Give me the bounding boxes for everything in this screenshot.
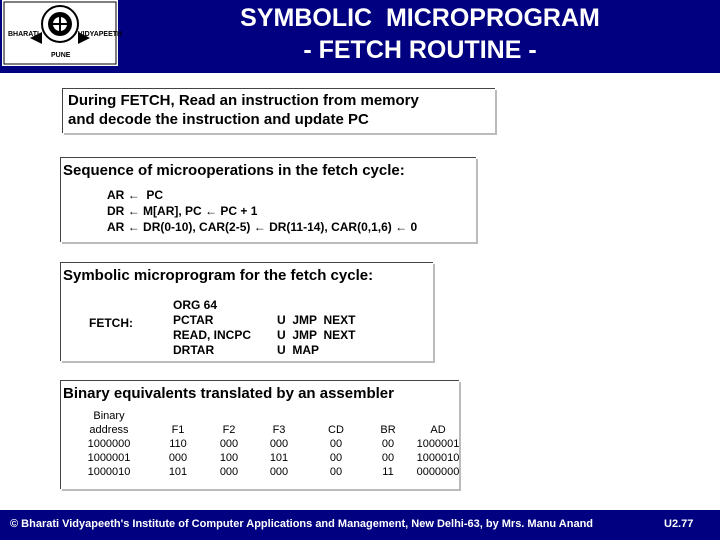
column-header: BR [380,424,396,436]
column-header: F2 [222,424,236,436]
left-arrow-icon: ← [205,204,218,218]
table-cell: 100 [219,452,239,464]
reg-ar: AR [107,220,125,234]
microoperations-box [60,157,476,242]
table-cell: 00 [329,452,343,464]
table-cell: 1000001 [416,438,460,450]
logo-text-bottom: PUNE [51,52,71,59]
branch-line: U JMP NEXT [277,313,356,327]
reg-pc: PC [146,188,164,202]
table-cell: 1000010 [416,452,460,464]
reg-ar: AR [107,188,125,202]
logo-text-left: BHARATI [8,31,39,38]
logo-text-right: VIDYAPEETH [78,31,123,38]
program-line: PCTAR [173,313,214,327]
table-cell: 00 [329,466,343,478]
microop-expr: PC + 1 [220,204,258,218]
description-line-1: During FETCH, Read an instruction from memory [68,92,419,109]
symbolic-program-box [60,262,433,361]
column-br [373,423,403,479]
table-cell: 11 [382,466,394,478]
left-arrow-icon: ← [127,204,140,218]
microop-expr: DR(0-10), CAR(2-5) [143,220,251,234]
column-header: address [89,424,129,436]
table-cell: 00 [329,438,343,450]
left-arrow-icon: ← [395,220,408,234]
microop-line-2 [107,203,417,219]
program-line: READ, INCPC [173,328,252,342]
table-cell: 00 [381,452,395,464]
column-header: CD [328,424,344,436]
binary-equivalents-box [60,380,459,489]
title-line-2: - FETCH ROUTINE - [303,36,537,64]
fetch-label: FETCH: [89,316,133,330]
fetch-description [68,91,419,129]
reg-dr: DR [107,204,125,218]
table-cell: 000 [269,438,289,450]
title-line-1: SYMBOLIC MICROPROGRAM [240,4,600,32]
column-address [81,409,137,479]
microoperation-list [107,187,417,235]
branch-line: U MAP [277,343,319,357]
column-cd [321,423,351,479]
left-arrow-icon: ← [253,220,266,234]
table-cell: 110 [169,438,187,450]
table-cell: 101 [269,452,289,464]
table-cell: 000 [219,438,239,450]
column-header: Binary [93,410,125,422]
table-cell: 000 [269,466,289,478]
footer-credit: © Bharati Vidyapeeth's Institute of Computer Applications and Management, New Delhi-63, by Mrs. Manu Anand [10,518,594,530]
table-cell: 000 [168,452,188,464]
fetch-description-box [62,88,495,133]
column-f2 [214,423,244,479]
program-line: DRTAR [173,343,215,357]
page-title [170,2,670,66]
column-header: AD [430,424,446,436]
description-line-2: and decode the instruction and update PC [68,111,369,128]
table-cell: 0000000 [416,466,460,478]
program-instructions [173,298,251,358]
left-arrow-icon: ← [127,220,140,234]
microop-expr: DR(11-14), CAR(0,1,6) [269,220,392,234]
branch-line: U JMP NEXT [277,328,356,342]
column-f3 [264,423,294,479]
page-number: U2.77 [664,518,694,530]
program-branches [277,313,355,358]
table-cell: 000 [219,466,239,478]
microop-expr: M[AR], PC [143,204,202,218]
microop-line-3 [107,219,417,235]
column-f1 [163,423,193,479]
institute-logo [2,0,123,66]
program-heading: Symbolic microprogram for the fetch cycle: [63,267,374,284]
table-cell: 00 [381,438,395,450]
column-header: F3 [272,424,286,436]
binary-heading: Binary equivalents translated by an assembler [63,385,394,402]
table-cell: 1000010 [87,466,131,478]
column-header: F1 [171,424,185,436]
program-line: ORG 64 [173,298,218,312]
microop-line-1 [107,187,417,203]
microop-expr: 0 [410,220,418,234]
column-ad [411,423,465,479]
table-cell: 101 [168,466,188,478]
table-cell: 1000001 [87,452,131,464]
sequence-heading: Sequence of microoperations in the fetch cycle: [63,162,405,179]
table-cell: 1000000 [87,438,131,450]
left-arrow-icon: ← [127,188,140,202]
